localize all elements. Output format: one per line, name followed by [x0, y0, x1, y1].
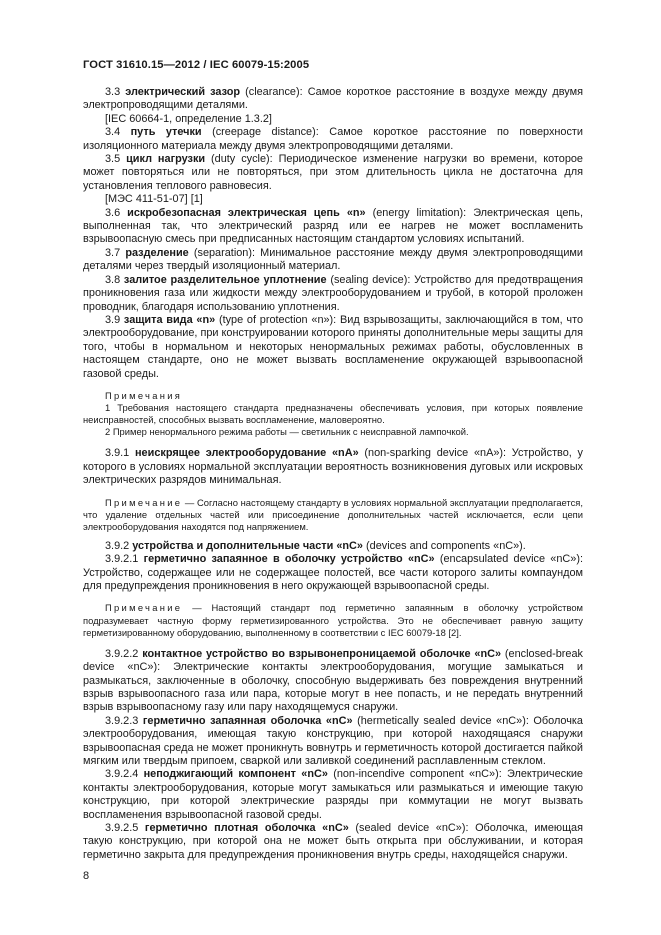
- term: путь утечки: [130, 126, 202, 139]
- note-label: Примечание: [105, 602, 183, 614]
- note-3-9-2-1: Примечание — Настоящий стандарт под герметично запаянным в оболочку устройством подразумевает частную форму герметизированного устройства. Это не обеспечивает равную защиту герметизированному оборудованию, выполненному в соответствии с IEC 60079-18 [2].: [83, 602, 583, 638]
- term: неподжигающий компонент «nC»: [143, 768, 328, 781]
- note-item-1: 1 Требования настоящего стандарта предназначены обеспечивать условия, при которых появление неисправностей, способных вызвать воспламенение, маловероятно.: [83, 402, 583, 426]
- definition-3-5: 3.5 цикл нагрузки (duty cycle): Периодическое изменение нагрузки во времени, которое может повторяться или не повторяться, при этом длительность цикла не достаточна для установления теплового равновесия.: [83, 153, 583, 192]
- reference-3-5: [МЭС 411-51-07] [1]: [105, 193, 203, 206]
- definition-3-9-2-1: 3.9.2.1 герметично запаянное в оболочку устройство «nC» (encapsulated device «nC»): Устройство, содержащее или не содержащее полостей, все части которого залиты компаундом для предупреждения проникновения в него окружающей взрывоопасной среды.: [83, 553, 583, 593]
- definition-3-9-2-2: 3.9.2.2 контактное устройство во взрывонепроницаемой оболочке «nC» (enclosed-break device «nC»): Электрические контакты электрооборудования, могущие замыкаться и размыкаться, заключенные в оболочку, способную выдерживать без повреждения внутренний взрыв взрывоопасного газа или пара, которые могут в нее попасть, и не передать внутренний взрыв взрывоопасному газу или пару находящемуся снаружи.: [83, 647, 583, 714]
- definition-3-9-2-3: 3.9.2.3 герметично запаянная оболочка «nC» (hermetically sealed device «nC»): Оболочка электрооборудования, имеющая такую конструкцию, при которой находящаяся снаружи взрывоопасная среда не может проникнуть вовнутрь и герметичность которой достигается пайкой мягким или твердым припоем, сваркой или заливкой соединений расплавленным стеклом.: [83, 714, 583, 767]
- note-label: Примечание: [105, 496, 183, 508]
- term: электрический зазор: [125, 86, 241, 98]
- term: защита вида «n»: [123, 313, 216, 326]
- document-header: ГОСТ 31610.15—2012 / IEC 60079-15:2005: [83, 59, 310, 71]
- term: залитое разделительное уплотнение: [123, 273, 327, 286]
- term: герметично запаянная оболочка «nC»: [142, 714, 353, 727]
- notes-title: Примечания: [105, 389, 183, 401]
- term: контактное устройство во взрывонепроницаемой оболочке «nC»: [142, 647, 502, 660]
- definition-3-9-1: 3.9.1 неискрящее электрооборудование «nA» (non-sparking device «nA»): Устройство, у которого в условиях нормальной эксплуатации вероятность возникновения дуговых или искровых электрических разрядов минимальная.: [83, 447, 583, 487]
- term: герметично запаянное в оболочку устройство «nC»: [143, 553, 435, 566]
- reference-3-3: [IEC 60664-1, определение 1.3.2]: [105, 112, 272, 125]
- definition-3-9-2: 3.9.2 устройства и дополнительные части «nC» (devices and components «nC»).: [105, 539, 526, 552]
- term: устройства и дополнительные части «nC»: [132, 539, 363, 552]
- definition-3-9: 3.9 защита вида «n» (type of protection «n»): Вид взрывозащиты, заключающийся в том, что электрооборудование, при конструировании которого приняты дополнительные меры защиты для того, чтобы в нормальном и некоторых ненормальных режимах работы, обусловленных в настоящем стандарте, оно не может вызвать воспламенение окружающей взрывоопасной газовой среды.: [83, 313, 584, 380]
- term: неискрящее электрооборудование «nA»: [134, 447, 359, 460]
- document-body: [83, 86, 583, 862]
- definition-3-3: 3.3 электрический зазор (clearance): Самое короткое расстояние в воздухе между двумя электропроводящими деталями.: [83, 86, 583, 112]
- term: искробезопасная электрическая цепь «n»: [127, 206, 366, 219]
- definition-3-9-2-4: 3.9.2.4 неподжигающий компонент «nC» (non-incendive component «nC»): Электрические контакты электрооборудования, которые могут замыкаться или размыкаться и имеющие такую конструкцию, при которой электрические разряды при коммутации не могут вызвать воспламенения взрывоопасной газовой среды.: [83, 768, 583, 821]
- page-number: 8: [83, 870, 90, 882]
- definition-3-4: 3.4 путь утечки (creepage distance): Самое короткое расстояние по поверхности изоляционного материала между двумя электропроводящими деталями.: [83, 126, 584, 152]
- term: разделение: [125, 246, 189, 259]
- term: цикл нагрузки: [126, 153, 206, 166]
- notes-block: [83, 390, 583, 438]
- definition-3-8: 3.8 залитое разделительное уплотнение (sealing device): Устройство для предотвращения проникновения газа или жидкости между электрооборудованием и трубой, в которой проложен проводник, благодаря использованию уплотнения.: [83, 273, 584, 313]
- note-item-2: 2 Пример ненормального режима работы — светильник с неисправной лампочкой.: [105, 426, 469, 438]
- term: герметично плотная оболочка «nC»: [144, 822, 349, 834]
- definition-3-7: 3.7 разделение (separation): Минимальное расстояние между двумя электропроводящими деталями через твердый изоляционный материал.: [83, 246, 583, 273]
- note-3-9-1: Примечание — Согласно настоящему стандарту в условиях нормальной эксплуатации предполагается, что удаление отдельных частей или присоединение дополнительных частей исключается, если цепи электрооборудования находятся под напряжением.: [83, 496, 583, 532]
- definition-3-9-2-5: 3.9.2.5 герметично плотная оболочка «nC» (sealed device «nC»): Оболочка, имеющая такую конструкцию, при которой она не может быть открыта при обслуживании, и которая герметично закрыта для предупреждения проникновения внутрь среды, находящейся снаружи.: [83, 822, 583, 861]
- definition-3-6: 3.6 искробезопасная электрическая цепь «n» (energy limitation): Электрическая цепь, выполненная так, что электрический разряд или ее нагрев не может воспламенить взрывоопасную смесь при предписанных настоящим стандартом условиях испытаний.: [83, 206, 583, 246]
